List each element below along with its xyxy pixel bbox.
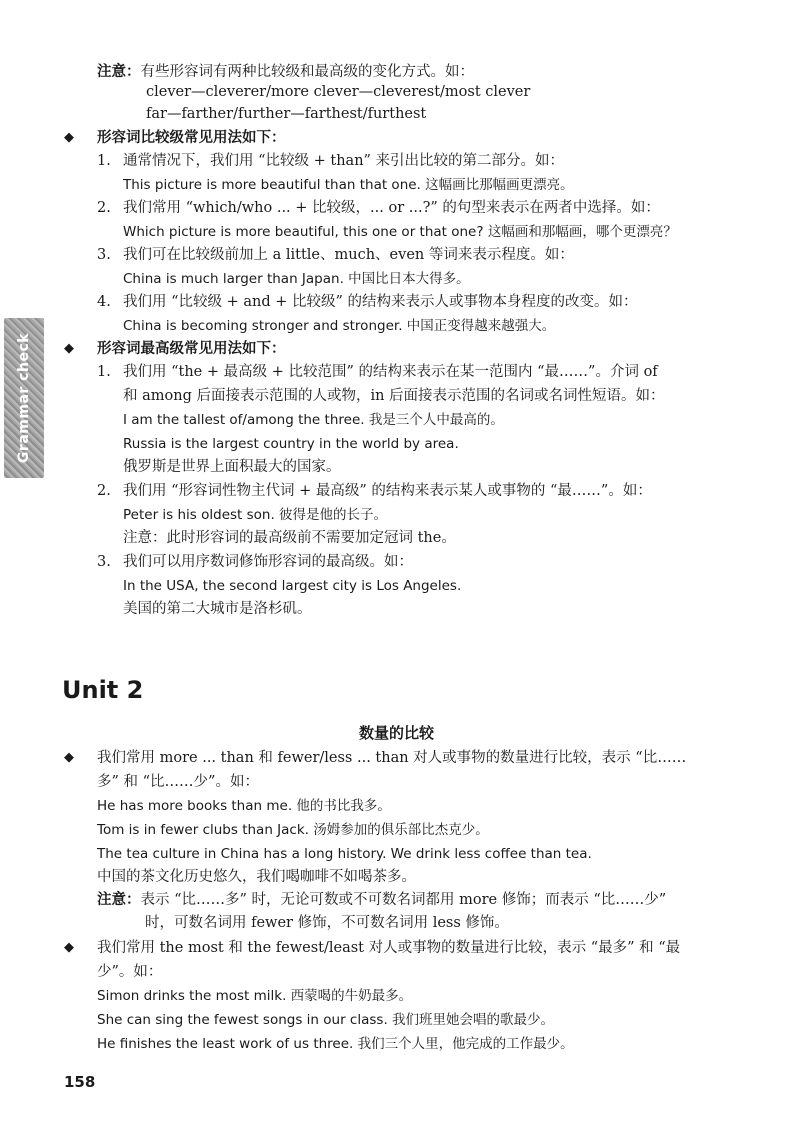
quantity-note-cont: 时，可数名词用 fewer 修饰，不可数名词用 less 修饰。	[145, 915, 509, 931]
quantity-note-label: 注意：	[97, 891, 141, 908]
quantity-example-6: He finishes the least work of us three. 我们三个人里，他完成的工作最少。	[97, 1036, 574, 1052]
superlative-rule-1-cont: 和 among 后面接表示范围的人或物，in 后面接表示范围的名词或名词性短语。如：	[123, 388, 665, 404]
quantity-rule-2: 我们常用 the most 和 the fewest/least 对人或事物的数量进行比较，表示 “最多” 和 “最	[97, 940, 681, 956]
quantity-example-2: Tom is in fewer clubs than Jack. 汤姆参加的俱乐部比杰克少。	[97, 822, 489, 838]
superlative-example-2: Russia is the largest country in the world by area.	[123, 436, 459, 452]
note-example-clever: clever—cleverer/more clever—cleverest/most clever	[146, 84, 531, 100]
diamond-bullet-icon: ◆	[64, 750, 74, 765]
quantity-rule-2-cont: 少”。如：	[97, 964, 163, 980]
diamond-bullet-icon: ◆	[64, 130, 74, 145]
page-number: 158	[64, 1073, 96, 1091]
diamond-bullet-icon: ◆	[64, 341, 74, 356]
diamond-bullet-icon: ◆	[64, 940, 74, 955]
quantity-note: 注意：表示 “比……多” 时，无论可数或不可数名词都用 more 修饰；而表示 “比……少”	[97, 891, 667, 908]
comparative-example-3: China is much larger than Japan. 中国比日本大得多。	[123, 271, 470, 287]
side-tab-label: Grammar check	[16, 332, 32, 464]
quantity-rule-1-cont: 多” 和 “比……少”。如：	[97, 774, 259, 790]
superlative-rule-1: 1. 我们用 “the + 最高级 + 比较范围” 的结构来表示在某一范围内 “最……”。介词 of	[97, 364, 658, 380]
quantity-rule-1: 我们常用 more ... than 和 fewer/less ... than 对人或事物的数量进行比较，表示 “比……	[97, 750, 687, 766]
superlative-note: 注意：此时形容词的最高级前不需要加定冠词 the。	[123, 530, 456, 546]
section-title: 数量的比较	[358, 724, 434, 742]
quantity-example-5: She can sing the fewest songs in our class. 我们班里她会唱的歌最少。	[97, 1012, 555, 1028]
note-line	[97, 62, 474, 82]
superlative-heading: 形容词最高级常见用法如下：	[97, 340, 286, 357]
superlative-example-4: In the USA, the second largest city is Los Angeles.	[123, 578, 462, 594]
comparative-rule-3: 3. 我们可在比较级前加上 a little、much、even 等词来表示程度。如：	[97, 247, 574, 263]
quantity-example-3-cn: 中国的茶文化历史悠久，我们喝咖啡不如喝茶多。	[97, 869, 416, 885]
superlative-example-2-cn: 俄罗斯是世界上面积最大的国家。	[123, 459, 341, 475]
superlative-example-4-cn: 美国的第二大城市是洛杉矶。	[123, 601, 312, 617]
comparative-example-4: China is becoming stronger and stronger. 中国正变得越来越强大。	[123, 318, 556, 334]
note-text: 有些形容词有两种比较级和最高级的变化方式。如：	[140, 64, 474, 80]
superlative-example-3: Peter is his oldest son. 彼得是他的长子。	[123, 507, 388, 523]
quantity-example-4: Simon drinks the most milk. 西蒙喝的牛奶最多。	[97, 988, 413, 1004]
unit-title: Unit 2	[62, 676, 144, 704]
comparative-rule-2: 2. 我们常用 “which/who ... + 比较级，... or ...?” 的句型来表示在两者中选择。如：	[97, 200, 660, 216]
superlative-rule-2: 2. 我们用 “形容词性物主代词 + 最高级” 的结构来表示某人或事物的 “最……”。如：	[97, 483, 652, 499]
superlative-example-1: I am the tallest of/among the three. 我是三个人中最高的。	[123, 412, 504, 428]
comparative-example-2: Which picture is more beautiful, this one or that one? 这幅画和那幅画，哪个更漂亮？	[123, 224, 677, 240]
note-example-far: far—farther/further—farthest/furthest	[146, 106, 427, 122]
comparative-example-1: This picture is more beautiful than that one. 这幅画比那幅画更漂亮。	[123, 177, 574, 193]
comparative-rule-1: 1. 通常情况下，我们用 “比较级 + than” 来引出比较的第二部分。如：	[97, 153, 565, 169]
comparative-rule-4: 4. 我们用 “比较级 + and + 比较级” 的结构来表示人或事物本身程度的改变。如：	[97, 294, 638, 310]
grammar-check-side-tab	[4, 318, 44, 478]
quantity-example-3: The tea culture in China has a long history. We drink less coffee than tea.	[97, 846, 592, 862]
quantity-example-1: He has more books than me. 他的书比我多。	[97, 798, 391, 814]
note-label: 注意：	[97, 63, 141, 80]
superlative-rule-3: 3. 我们可以用序数词修饰形容词的最高级。如：	[97, 554, 413, 570]
comparative-heading: 形容词比较级常见用法如下：	[97, 129, 286, 146]
